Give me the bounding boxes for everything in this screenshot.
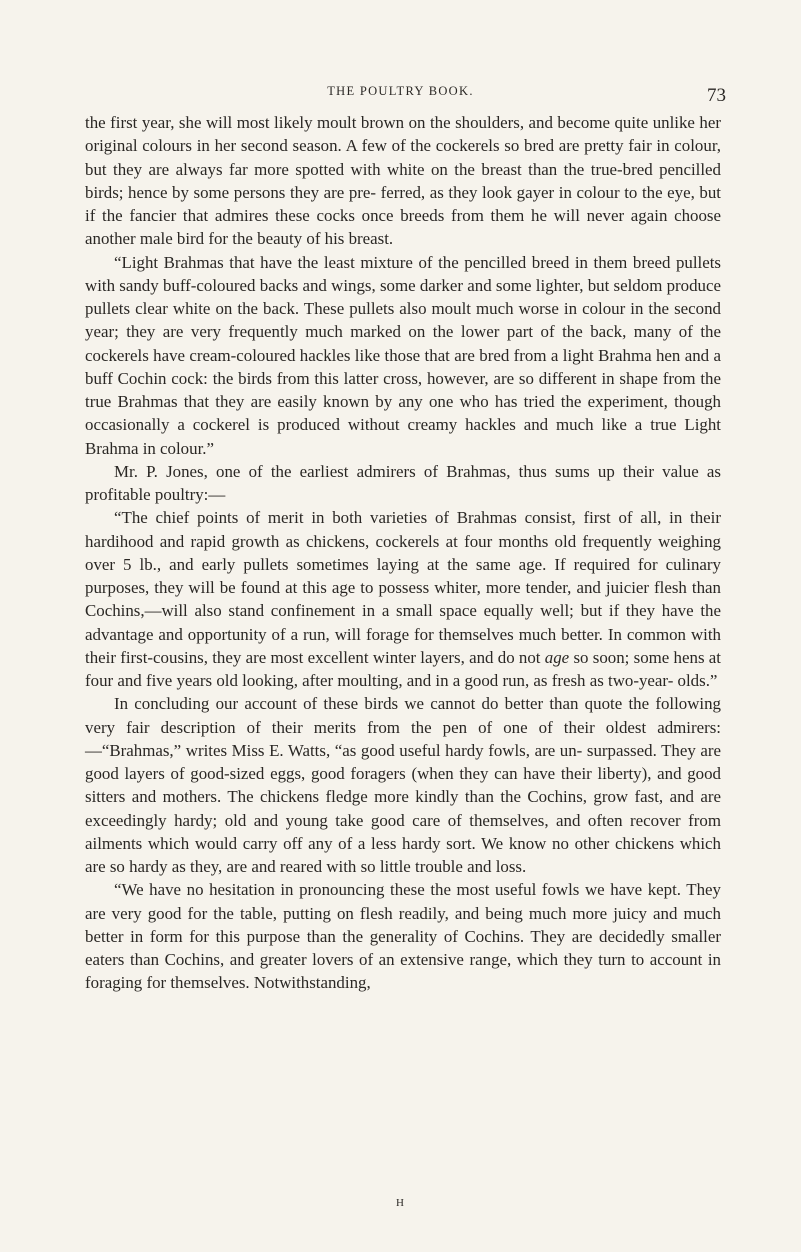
running-title: THE POULTRY BOOK. [327, 84, 474, 98]
paragraph-4 [85, 506, 721, 692]
italic-age: age [544, 647, 570, 667]
signature-mark: H [396, 1197, 405, 1209]
paragraph-5: In concluding our account of these birds we cannot do better than quote the following very fair description of their merits from the pen of one of their oldest admirers:—“Brahmas,” writes Miss E. Watts, “as good useful hardy fowls, are un- surpassed. They are good layers of good-sized eggs, good foragers (when they can have their liberty), and good sitters and mothers. The chickens fledge more kindly than the Cochins, grow fast, and are exceedingly hardy; old and young take good care of themselves, and often recover from ailments which would carry off any of a less hardy sort. We know no other chickens which are so hardy as they, are and reared with so little trouble and loss. [85, 694, 721, 876]
paragraph-3: Mr. P. Jones, one of the earliest admirers of Brahmas, thus sums up their value as profitable poultry:— [85, 461, 721, 504]
body-text [85, 111, 721, 995]
paragraph-1: the first year, she will most likely moult brown on the shoulders, and become quite unlike her original colours in her second season. A few of the cockerels so bred are pretty fair in colour, but they are always far more spotted with white on the breast than the true-bred pencilled birds; hence by some persons they are pre- ferred, as they look gayer in colour to the eye, but if the fancier that admires these cocks once breeds from them he will never again choose another male bird for the beauty of his breast. [85, 113, 721, 249]
paragraph-4-text-a: “The chief points of merit in both varieties of Brahmas consist, first of all, in their hardihood and rapid growth as chickens, cockerels at four months old frequently weighing over 5 lb., and early pullets sometimes laying at the same age. If required for culinary purposes, they will be found at this age to possess whiter, more tender, and juicier flesh than Cochins,—will also stand confinement in a small space equally well; but if they have the advantage and opportunity of a run, will forage for themselves much better. In common with their first-cousins, they are most excellent winter layers, and do not [85, 508, 721, 667]
paragraph-6: “We have no hesitation in pronouncing these the most useful fowls we have kept. They are very good for the table, putting on flesh readily, and being much more juicy and much better in form for this purpose than the generality of Cochins. They are decidedly smaller eaters than Cochins, and greater lovers of an extensive range, which they turn to account in foraging for themselves. Notwithstanding, [85, 880, 721, 993]
page-number: 73 [707, 85, 726, 106]
paragraph-2: “Light Brahmas that have the least mixture of the pencilled breed in them breed pullets with sandy buff-coloured backs and wings, some darker and some lighter, but seldom produce pullets clear white on the back. These pullets also moult much worse in colour in the second year; they are very frequently much marked on the lower part of the back, many of the cockerels have cream-coloured hackles like those that are bred from a light Brahma hen and a buff Cochin cock: the birds from this latter cross, however, are so different in shape from the true Brahmas that they are easily known by any one who has tried the experiment, though occasionally a cockerel is produced without creamy hackles and much like a true Light Brahma in colour.” [85, 252, 721, 458]
paragraph-4-text-b: so soon; some hens at four and five years old looking, after moulting, and in a good run, as fresh as two-year- olds.” [85, 647, 721, 690]
